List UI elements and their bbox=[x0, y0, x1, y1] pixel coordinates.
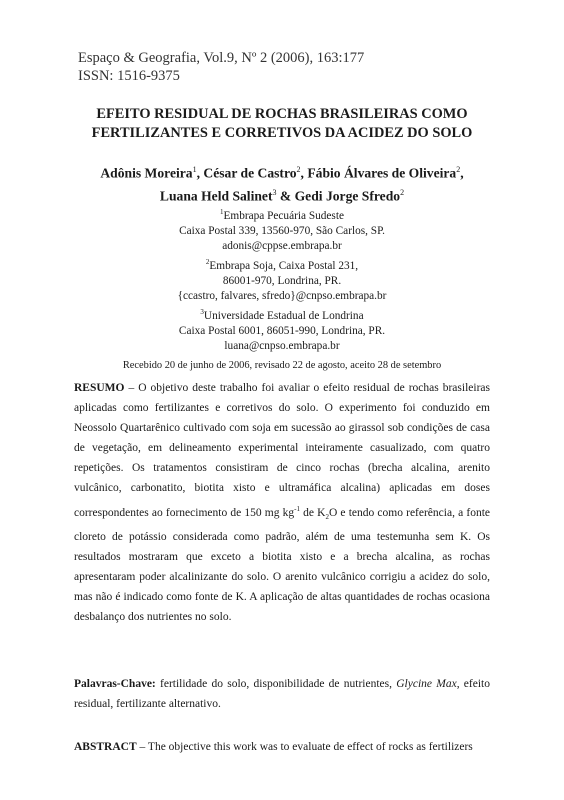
keywords-heading: Palavras-Chave: bbox=[74, 678, 156, 690]
resumo-paragraph bbox=[74, 378, 490, 627]
author-name: Adônis Moreira bbox=[100, 165, 193, 181]
author-separator: , bbox=[196, 165, 204, 181]
resumo-text: – O objetivo deste trabalho foi avaliar o efeito residual de rochas brasileiras aplicadas como fertilizantes e corretivos do solo. O experimento foi conduzido em Neossolo Quartarênico cultivado com soja em sucessão ao girassol sob condições de casa de vegetação, em delineamento experimental inteiramente casualizado, com quatro repetições. Os tratamentos consistiram de cinco rochas (brecha alcalina, arenito vulcânico, carbonatito, biotita xisto e ultramáfica alcalina) aplicadas em doses correspondentes ao fornecimento de 150 mg kg bbox=[74, 382, 490, 519]
author-affiliation-mark: 2 bbox=[400, 187, 405, 197]
affiliation-mark: 3 bbox=[200, 308, 204, 316]
journal-header bbox=[78, 49, 364, 85]
keywords-paragraph bbox=[74, 674, 490, 714]
affiliation-address: 86001-970, Londrina, PR. bbox=[222, 274, 342, 287]
author-affiliation-mark: 2 bbox=[296, 165, 301, 174]
affiliation-address: Caixa Postal 6001, 86051-990, Londrina, PR. bbox=[178, 324, 386, 337]
title-line-2: FERTILIZANTES E CORRETIVOS DA ACIDEZ DO SOLO bbox=[91, 125, 473, 141]
author-separator: , bbox=[300, 165, 308, 181]
author-affiliation-mark: 1 bbox=[192, 165, 197, 174]
author-separator: & bbox=[276, 188, 295, 204]
author-name: Gedi Jorge Sfredo bbox=[294, 188, 401, 204]
title-line-1: EFEITO RESIDUAL DE ROCHAS BRASILEIRAS COMO bbox=[96, 106, 468, 122]
author-affiliation-mark: 3 bbox=[272, 187, 277, 197]
affiliation-2 bbox=[40, 255, 524, 304]
author-name: Luana Held Salinet bbox=[159, 188, 273, 204]
affiliation-mark: 1 bbox=[220, 208, 224, 216]
keywords-text: fertilidade do solo, disponibilidade de nutrientes, bbox=[155, 678, 397, 690]
resumo-text: de K bbox=[299, 506, 326, 519]
chemical-subscript: 2 bbox=[325, 512, 329, 521]
keywords-species: Glycine Max bbox=[396, 678, 457, 690]
resumo-heading: RESUMO bbox=[74, 382, 125, 394]
affiliation-name: Embrapa Pecuária Sudeste bbox=[223, 209, 344, 222]
affiliation-email: adonis@cppse.embrapa.br bbox=[222, 240, 342, 253]
abstract-paragraph bbox=[74, 737, 490, 757]
received-dates: Recebido 20 de junho de 2006, revisado 22 de agosto, aceito 28 de setembro bbox=[122, 360, 442, 371]
journal-citation: Espaço & Geografia, Vol.9, Nº 2 (2006), 163:177 bbox=[78, 50, 365, 66]
affiliation-name: Embrapa Soja, Caixa Postal 231, bbox=[209, 259, 359, 272]
affiliation-email: {ccastro, falvares, sfredo}@cnpso.embrapa.br bbox=[177, 290, 387, 303]
affiliation-name: Universidade Estadual de Londrina bbox=[203, 309, 364, 322]
author-line-2 bbox=[40, 183, 524, 206]
abstract-heading: ABSTRACT bbox=[74, 741, 137, 753]
paper-title bbox=[40, 105, 524, 143]
keywords-text: , efeito residual, fertilizante alternativo. bbox=[74, 678, 490, 711]
author-name: Fábio Álvares de Oliveira bbox=[307, 165, 457, 181]
resumo-text: O e tendo como referência, a fonte cloreto de potássio considerada como padrão, além de uma testemunha sem K. Os resultados mostraram que exceto a biotita xisto e a brecha alcalina, as rochas apresentaram poder alcalinizante do solo. O arenito vulcânico corrigiu a acidez do solo, mas não é indicado como fonte de K. A aplicação de altas quantidades de rochas ocasiona desbalanço dos nutrientes no solo. bbox=[74, 506, 490, 624]
author-affiliation-mark: 2 bbox=[456, 165, 461, 174]
author-line-1 bbox=[40, 160, 524, 183]
author-list bbox=[40, 160, 524, 205]
journal-issn: ISSN: 1516-9375 bbox=[78, 68, 180, 84]
affiliation-mark: 2 bbox=[205, 258, 210, 266]
affiliation-3 bbox=[40, 305, 524, 354]
unit-exponent: -1 bbox=[294, 504, 300, 513]
affiliation-email: luana@cnpso.embrapa.br bbox=[224, 340, 340, 353]
abstract-text: – The objective this work was to evaluate de effect of rocks as fertilizers bbox=[136, 741, 473, 753]
affiliation-1 bbox=[40, 205, 524, 254]
author-name: César de Castro bbox=[203, 165, 297, 181]
author-separator: , bbox=[460, 165, 464, 181]
affiliation-address: Caixa Postal 339, 13560-970, São Carlos, SP. bbox=[179, 224, 385, 237]
